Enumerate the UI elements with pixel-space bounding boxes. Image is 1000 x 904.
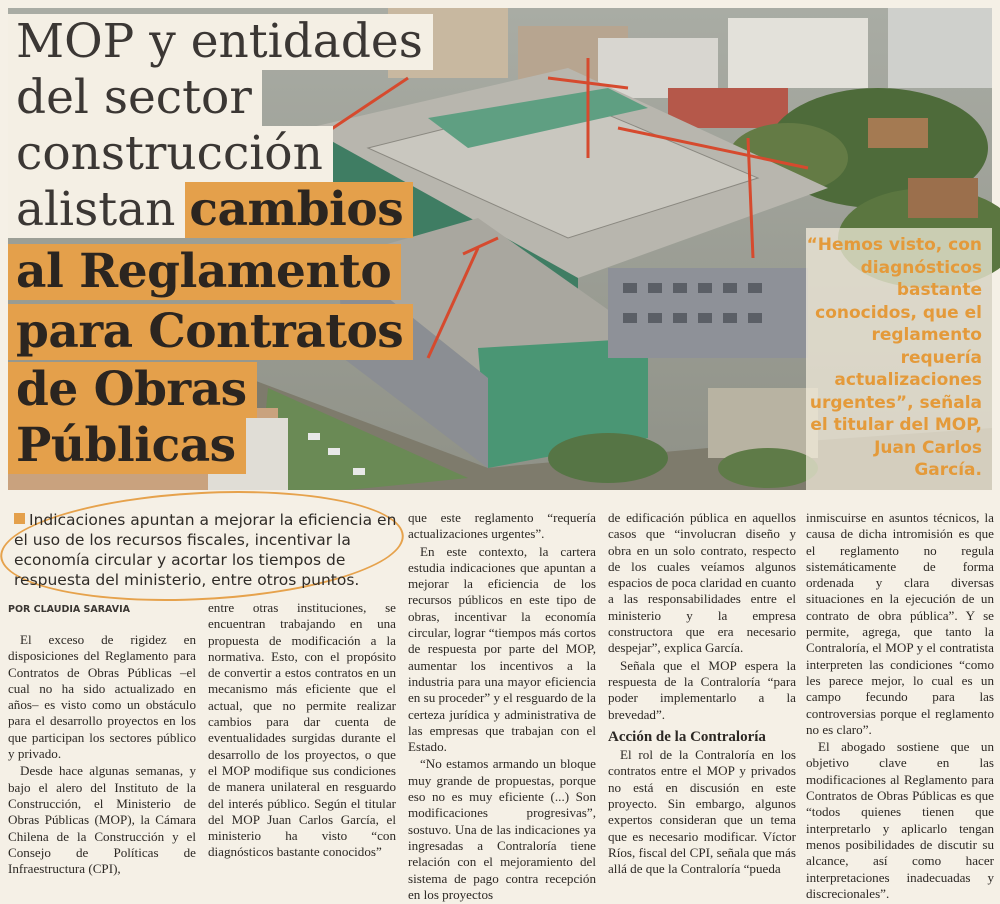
- bullet-square-icon: [14, 513, 25, 524]
- col1-paragraph-2: Desde hace algunas semanas, y bajo el alero del Instituto de la Construcción, el Ministerio de Obras Públicas (MOP), la Cámara Chilena de la Construcción y el Consejo de Políticas de Infraestructura (CPI),: [8, 763, 196, 877]
- byline: POR CLAUDIA SARAVIA: [8, 604, 130, 615]
- pull-quote: “Hemos visto, con diagnósticos bastante conocidos, que el reglamento requería actualizaciones urgentes”, señala el titular del MOP, Juan Carlos García.: [806, 235, 982, 480]
- headline-bold-line-1: al Reglamento: [8, 244, 401, 300]
- column-5: [806, 510, 994, 903]
- col3-paragraph-3: “No estamos armando un bloque muy grande de propuestas, porque eso no es muy eficiente (...) Son modificaciones progresivas”, sostuvo. Una de las indicaciones ya ingresadas a Contraloría tiene relación con el mejoramiento del sistema de pago contra recepción en los proyectos: [408, 756, 596, 902]
- quote-box: [806, 228, 992, 490]
- col4-subhead: Acción de la Contraloría: [608, 728, 766, 745]
- headline-line-4-light: alistan: [8, 182, 185, 238]
- lead-text: Indicaciones apuntan a mejorar la eficiencia en el uso de los recursos fiscales, incentivar la economía circular y acortar los tiempos de respuesta del ministerio, entre otros puntos.: [14, 511, 397, 589]
- column-3: [408, 510, 596, 904]
- column-1: [8, 632, 196, 878]
- col5-paragraph-1: inmiscuirse en asuntos técnicos, la causa de dicha intromisión es que el reglamento no regula sistemáticamente de forma ordenada y clara diversas situaciones en la ejecución de un contrato de obra pública”. Y se permite, agrega, que tanto la Contraloría, el MOP y el contratista interpreten las condiciones “como les parece mejor, lo cual es un campo fecundo para las controversias porque el reglamento no es claro”.: [806, 510, 994, 737]
- column-2: [208, 600, 396, 862]
- col2-paragraph-1: entre otras instituciones, se encuentran trabajando en una propuesta de modificación a la normativa. Esto, con el propósito de convertir a estos contratos en un mecanismo más eficiente que el actual, que no permite realizar cambios para dar cuenta de eventualidades surgidas durante el desarrollo de los proyectos, o que el MOP modifique sus condiciones de manera unilateral en resguardo del interés público. Según el titular del MOP Juan Carlos García, el ministerio ha visto “con diagnósticos bastante conocidos”: [208, 600, 396, 860]
- lead-paragraph: [14, 510, 404, 590]
- headline-line-4-bold: cambios: [185, 182, 413, 238]
- col4-paragraph-1: de edificación pública en aquellos casos que “involucran diseño y obra en un solo contrato, respecto de los cuales veíamos algunos espacios de poca claridad en cuanto a las responsabilidades entre el ministerio y la empresa constructora que era necesario despejar”, explica García.: [608, 510, 796, 656]
- col4-paragraph-3: El rol de la Contraloría en los contratos entre el MOP y privados no está en discusión en este proyecto. Sin embargo, algunos expertos consideran que un tema que es necesario modificar. Víctor Ríos, fiscal del CPI, señala que más allá de que la Contraloría “pueda: [608, 747, 796, 877]
- headline-bold-line-2: para Contratos: [8, 304, 413, 360]
- headline-line-3: construcción: [8, 126, 333, 182]
- headline-bold-line-4: Públicas: [8, 418, 246, 474]
- headline-line-4: [8, 182, 413, 238]
- col3-paragraph-2: En este contexto, la cartera estudia indicaciones que apuntan a mejorar la eficiencia de los recursos públicos en este tipo de obras, incentivar la economía circular, lograr “tiempos más cortos de respuesta por parte del MOP, aumentar los incentivos a la industria para una mayor eficiencia en su proceder” y el resguardo de la certeza jurídica y administrativa de las empresas que trabajan con el Estado.: [408, 543, 596, 755]
- col4-paragraph-2: Señala que el MOP espera la respuesta de la Contraloría “para poder implementarlo a la brevedad”.: [608, 657, 796, 722]
- column-4: [608, 510, 796, 879]
- col3-paragraph-1: que este reglamento “requería actualizaciones urgentes”.: [408, 510, 596, 542]
- col5-paragraph-2: El abogado sostiene que un objetivo clave en las modificaciones al Reglamento para Contratos de Obras Públicas es que “todos quienes tienen que interpretarlo y aplicarlo tengan menos posibilidades de discutir su alcance, así como hacer interpretaciones inadecuadas y discrecionales”.: [806, 739, 994, 901]
- headline-line-2: del sector: [8, 70, 262, 126]
- col1-paragraph-1: El exceso de rigidez en disposiciones del Reglamento para Contratos de Obras Públicas –el cual no ha sido actualizado en años– es visto como un obstáculo para el desarrollo proyectos en los que participan los sectores público y privado.: [8, 632, 196, 762]
- headline-bold-line-3: de Obras: [8, 362, 257, 418]
- headline-line-1: MOP y entidades: [8, 14, 433, 70]
